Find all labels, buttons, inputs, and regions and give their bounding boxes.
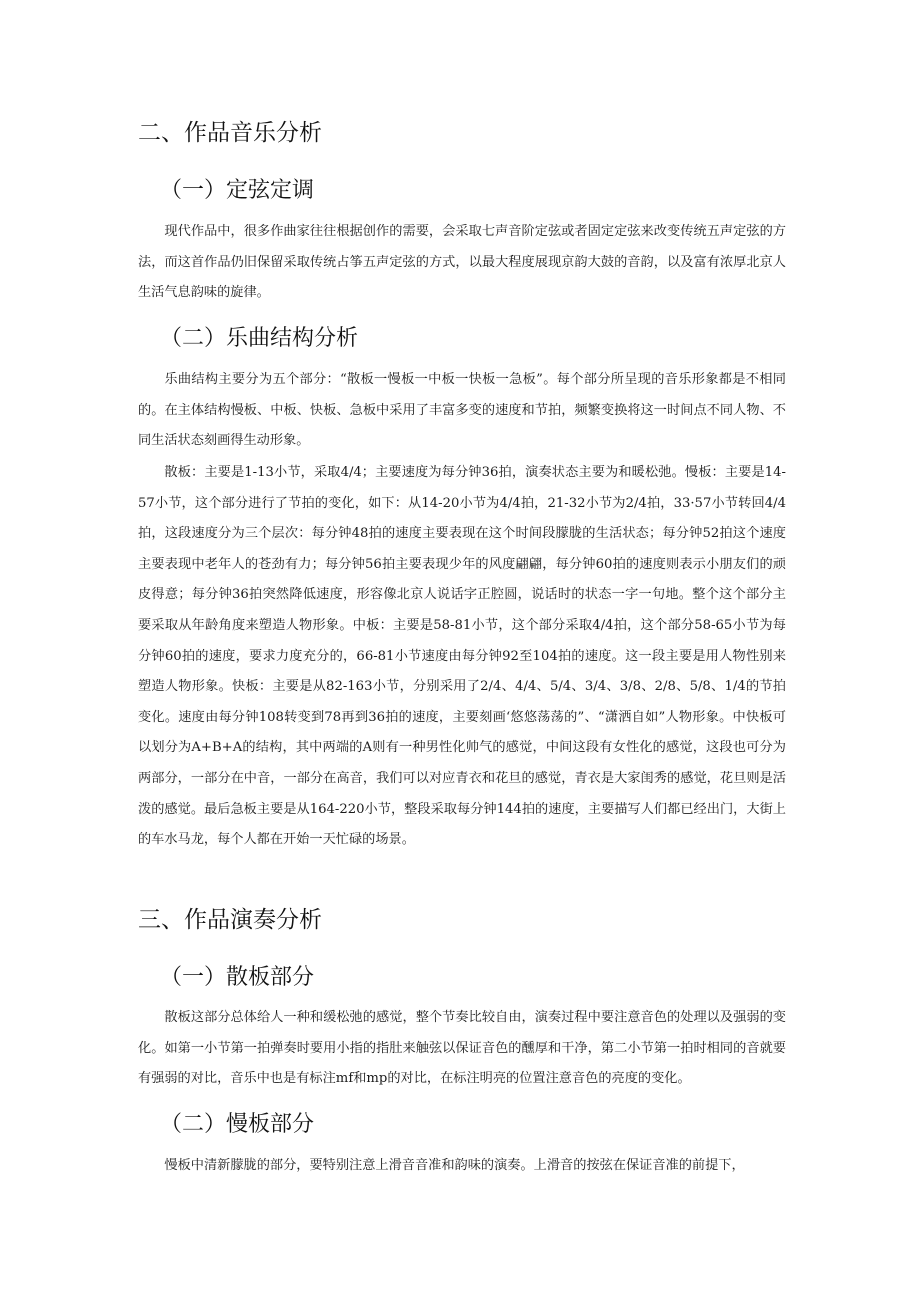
paragraph-structure-overview: 乐曲结构主要分为五个部分：“散板一慢板一中板一快板一急板”。每个部分所呈现的音乐形象都是不相同的。在主体结构慢板、中板、快板、急板中采用了丰富多变的速度和节拍，频繁变换将这一时间点不同人物、不同生活状态刻画得生动形象。 — [138, 372, 786, 449]
subsection-heading-tuning: （一）定弦定调 — [160, 178, 315, 203]
subsection-heading-sanban: （一）散板部分 — [160, 965, 315, 990]
paragraph-tuning: 现代作品中，很多作曲家往往根据创作的需要，会采取七声音阶定弦或者固定定弦来改变传统五声定弦的方法，而这首作品仍旧保留采取传统占筝五声定弦的方式，以最大程度展现京韵大鼓的音韵，以及富有浓厚北京人生活气息韵味的旋律。 — [138, 224, 786, 301]
paragraph-sanban: 散板这部分总体给人一种和缓松弛的感觉，整个节奏比较自由，演奏过程中要注意音色的处理以及强弱的变化。如第一小节第一拍弹奏时要用小指的指肚来触弦以保证音色的醺厚和干净，第二小节第一拍时相同的音就要有强弱的对比，音乐中也是有标注mf和mp的对比，在标注明亮的位置注意音色的亮度的变化。 — [138, 1010, 786, 1087]
subsection-heading-structure: （二）乐曲结构分析 — [160, 326, 359, 351]
paragraph-structure-detail: 散板：主要是1-13小节，采取4/4；主要速度为每分钟36拍，演奏状态主要为和暖松弛。慢板：主要是14-57小节，这个部分进行了节拍的变化，如下：从14-20小节为4/4拍，21-32小节为2/4拍，33·57小节转回4/4拍，这段速度分为三个层次：每分钟48拍的速度主要表现在这个时间段朦胧的生活状态；每分钟52拍这个速度主要表现中老年人的苍劲有力；每分钟56拍主要表现少年的风度翩翩，每分钟60拍的速度则表示小朋友们的顽皮得意；每分钟36拍突然降低速度，形容像北京人说话字正腔圆，说话时的状态一字一句地。整个这个部分主要采取从年龄角度来塑造人物形象。中板：主要是58-81小节，这个部分采取4/4拍，这个部分58-65小节为每分钟60拍的速度，要求力度充分的，66-81小节速度由每分钟92至104拍的速度。这一段主要是用人物性别来塑造人物形象。快板：主要是从82-163小节，分别采用了2/4、4/4、5/4、3/4、3/8、2/8、5/8、1/4的节拍变化。速度由每分钟108转变到78再到36拍的速度，主要刻画‘悠悠荡荡的”、“潇洒自如”人物形象。中快板可以划分为A+B+A的结构，其中两端的A则有一种男性化帅气的感觉，中间这段有女性化的感觉，这段也可分为两部分，一部分在中音，一部分在高音，我们可以对应青衣和花旦的感觉，青衣是大家闺秀的感觉，花旦则是活泼的感觉。最后急板主要是从164-220小节，整段采取每分钟144拍的速度，主要描写人们都已经出门，大街上的车水马龙，每个人都在开始一天忙碌的场景。 — [138, 465, 786, 848]
paragraph-manban: 慢板中清新朦胧的部分，要特别注意上滑音音准和韵味的演奏。上滑音的按弦在保证音准的前提下， — [164, 1158, 745, 1173]
section-heading-music-analysis: 二、作品音乐分析 — [138, 120, 322, 146]
subsection-heading-manban: （二）慢板部分 — [160, 1112, 315, 1137]
section-heading-performance-analysis: 三、作品演奏分析 — [138, 907, 322, 933]
